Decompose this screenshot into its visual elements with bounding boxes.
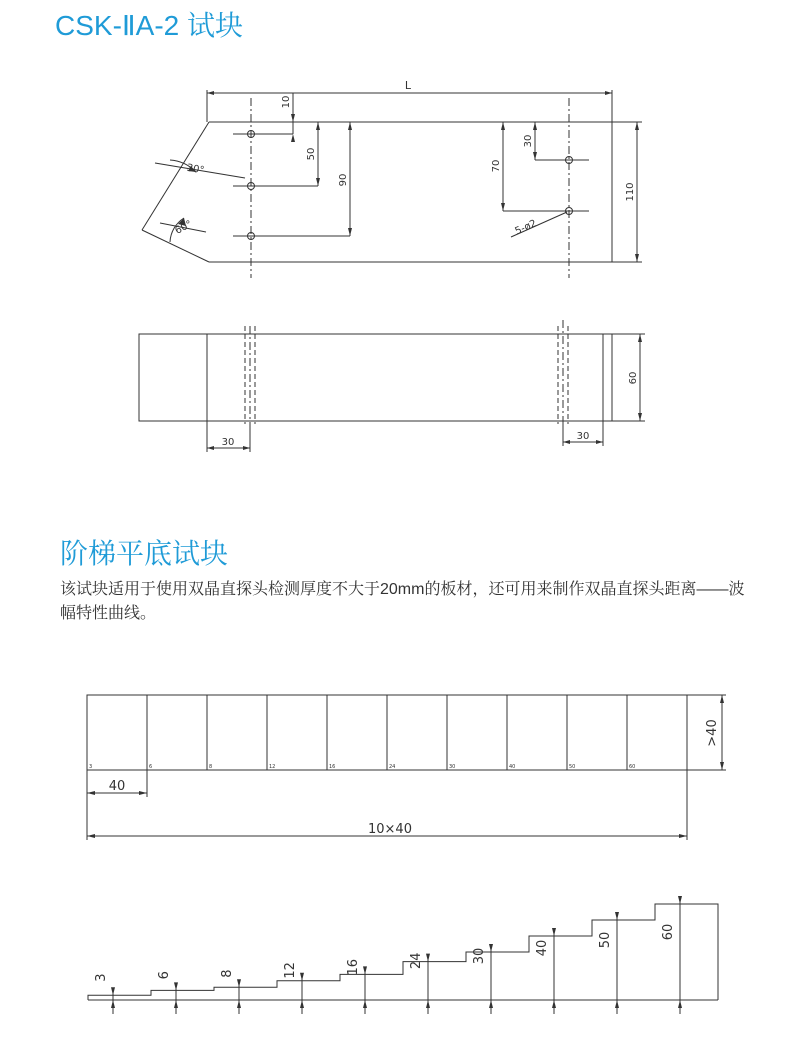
plan-step-label: 6 (149, 764, 153, 770)
step-block-title: 阶梯平底试块 (60, 538, 229, 569)
plan-total-length-label: 10×40 (368, 822, 412, 837)
dim-mid-depth: 50 (306, 147, 317, 161)
dim-length: L (404, 79, 412, 92)
profile-thickness-label: 12 (283, 962, 298, 979)
profile-thickness-label: 24 (409, 952, 424, 970)
plan-step-label: 30 (449, 764, 456, 770)
dim-left-offset: 30 (221, 437, 235, 448)
dim-right-depth: 70 (491, 159, 502, 173)
profile-thickness-label: 8 (220, 969, 235, 978)
dim-right-offset: 30 (576, 431, 590, 442)
plan-step-width-label: 40 (108, 779, 126, 794)
plan-step-label: 24 (389, 764, 396, 770)
dim-holes: 5-ø2 (513, 218, 539, 238)
dim-height: 110 (625, 182, 636, 202)
profile-thickness-label: 50 (598, 931, 613, 949)
plan-step-label: 3 (89, 764, 93, 770)
plan-step-label: 40 (509, 764, 516, 770)
plan-step-label: 12 (269, 764, 276, 770)
plan-height-label: >40 (705, 719, 720, 747)
dim-deep-depth: 90 (338, 173, 349, 187)
csk-block-title: CSK-ⅡA-2 试块 (55, 10, 244, 41)
dim-angle-top: 30° (185, 162, 206, 177)
plan-step-label: 50 (569, 764, 576, 770)
dim-right-top: 30 (523, 134, 534, 148)
plan-step-label: 16 (329, 764, 336, 770)
dim-top-offset: 10 (281, 95, 292, 109)
profile-thickness-label: 40 (535, 939, 550, 957)
plan-step-label: 8 (209, 764, 213, 770)
dim-angle-bottom: 60° (173, 218, 195, 237)
dim-width: 60 (628, 371, 639, 385)
profile-thickness-label: 16 (346, 958, 361, 976)
profile-thickness-label: 6 (157, 971, 172, 980)
step-block-description: 该试块适用于使用双晶直探头检测厚度不大于20mm的板材，还可用来制作双晶直探头距离——波幅特性曲线。 (60, 581, 745, 622)
plan-step-label: 60 (629, 764, 636, 770)
profile-thickness-label: 30 (472, 947, 487, 965)
profile-thickness-label: 3 (94, 973, 109, 982)
profile-thickness-label: 60 (661, 923, 676, 941)
profile-staircase (88, 904, 718, 1000)
